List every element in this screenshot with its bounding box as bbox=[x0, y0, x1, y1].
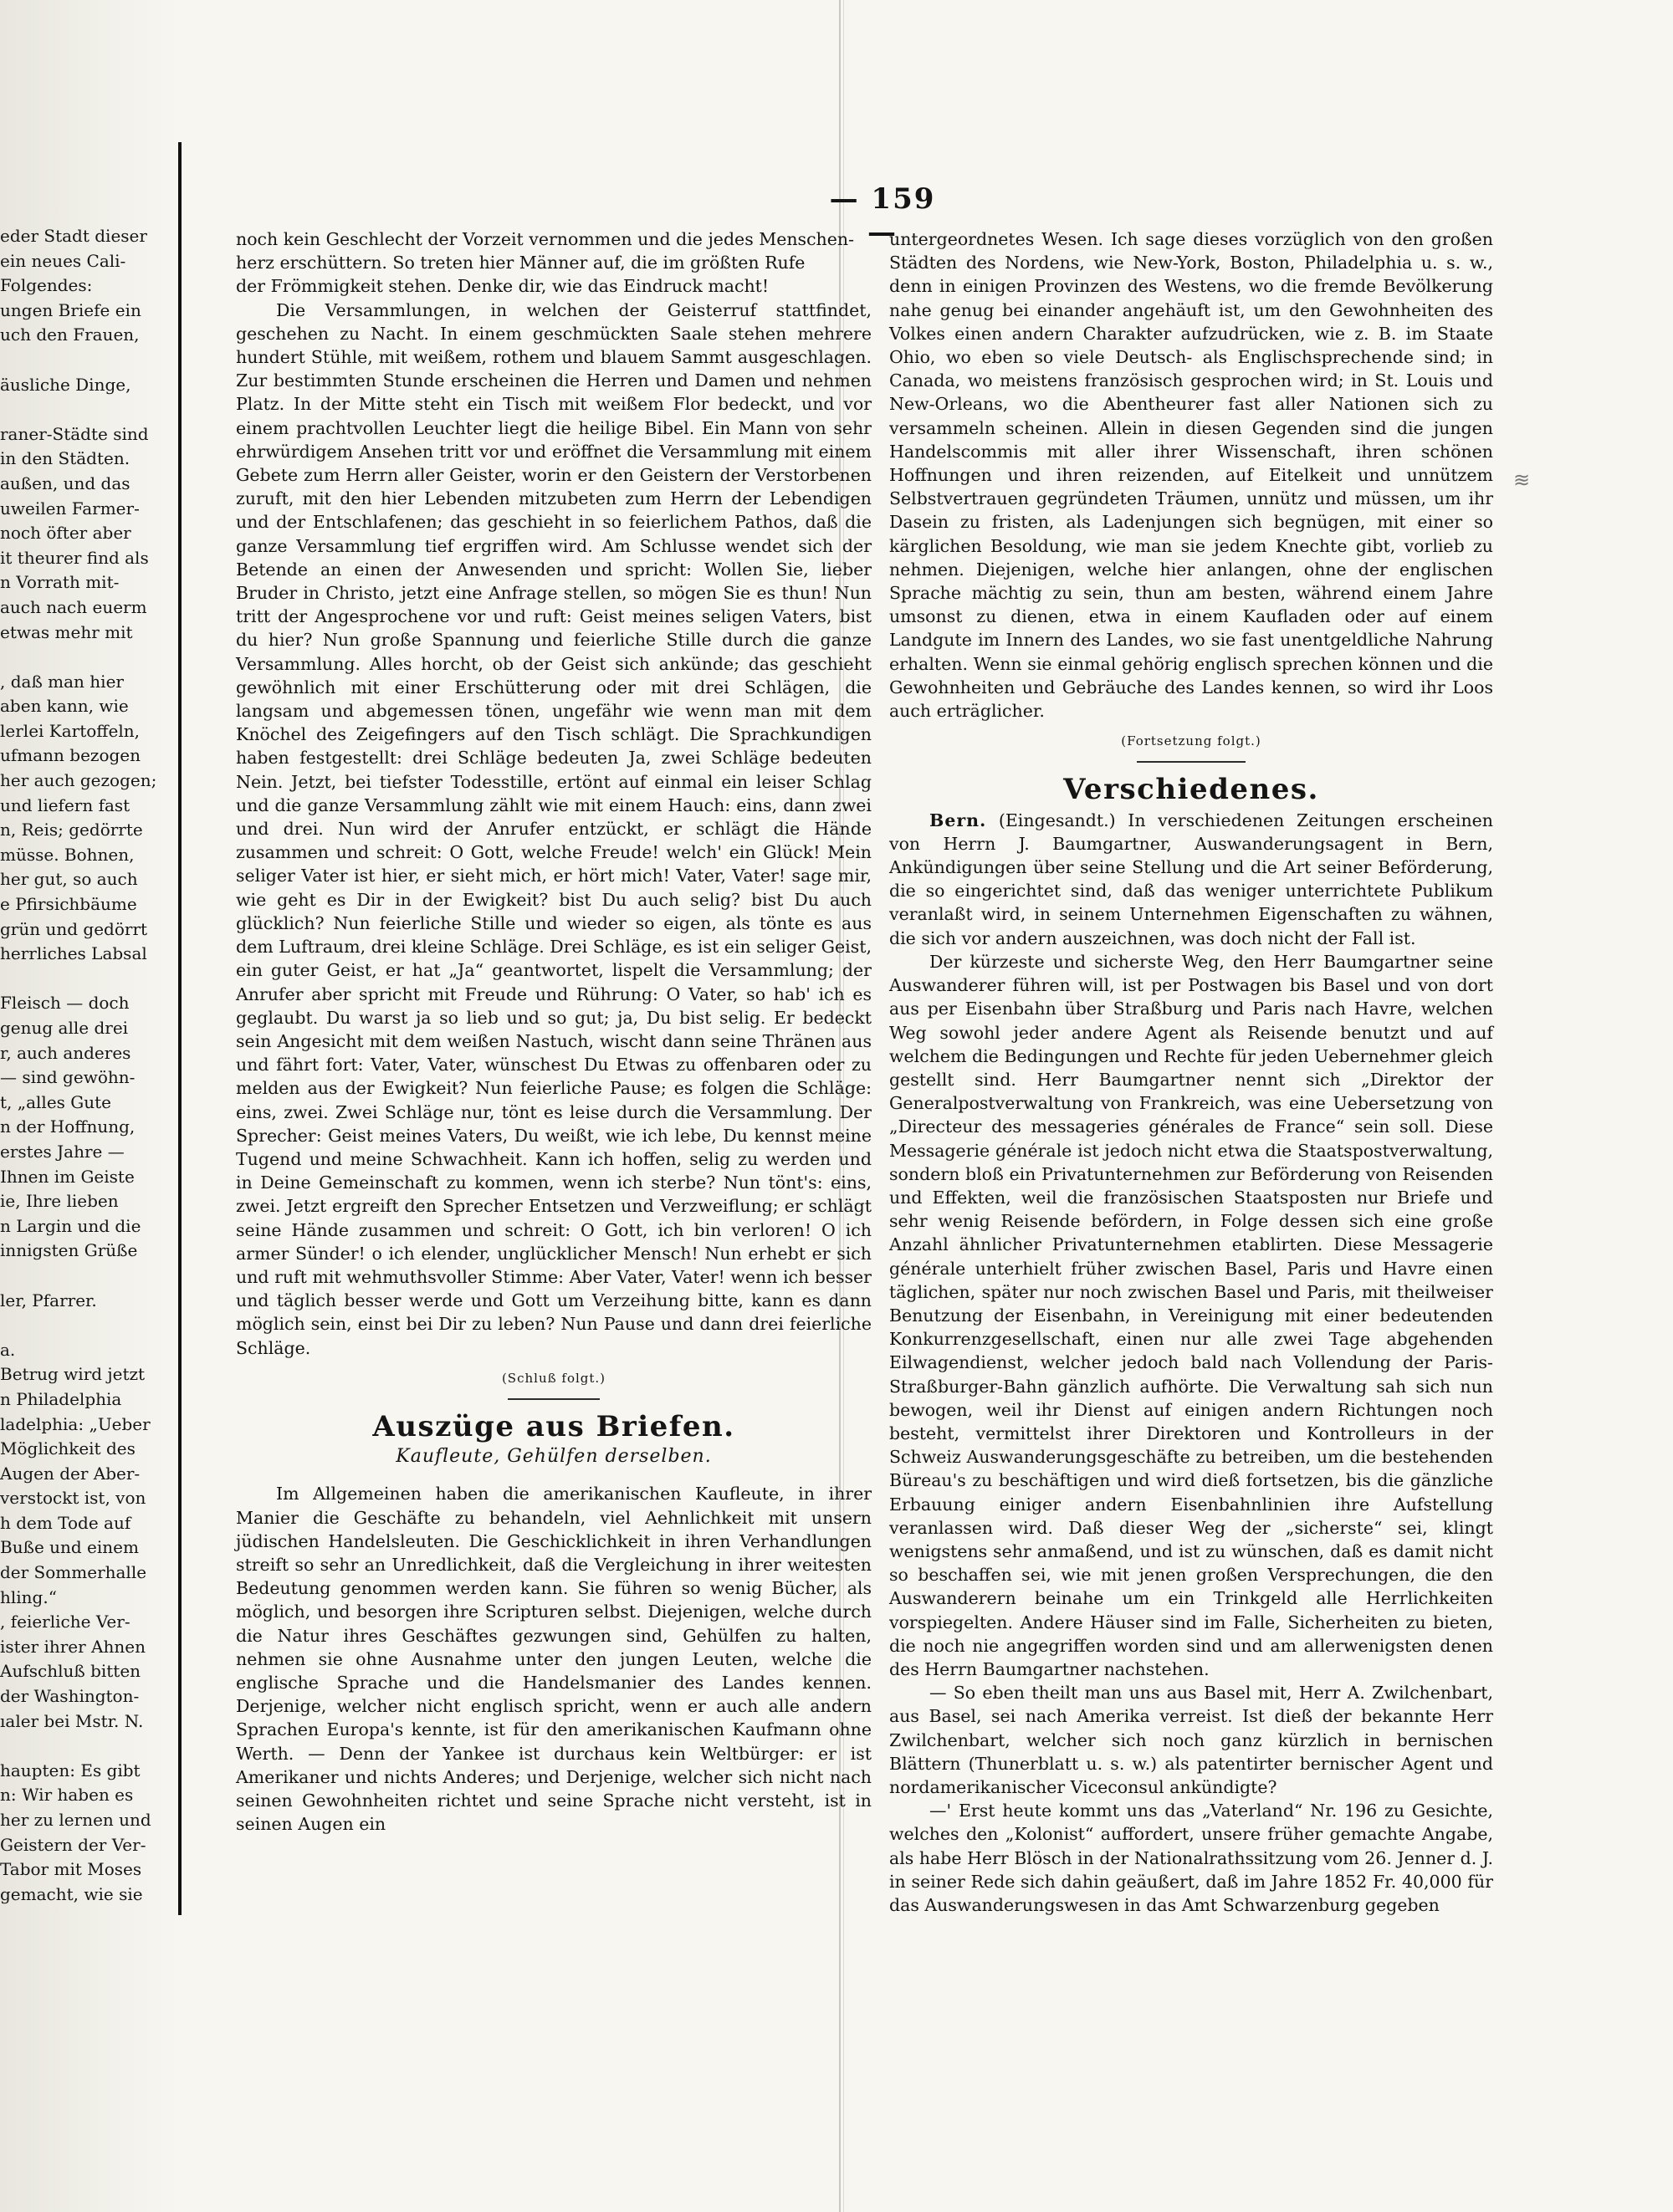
left-fragment-line: her auch gezogen; bbox=[0, 770, 157, 791]
left-fragment-line: , daß man hier bbox=[0, 671, 124, 692]
right-paragraph-zwilchenbart: — So eben theilt man uns aus Basel mit, Herr A. Zwilchenbart, aus Basel, sei nach Amerika verreist. Ist dieß der bekannte Herr Zwilchenbart, welcher sich noch ganz kürzlich in bernischen Blättern (Thunerblatt u. s. w.) als patentirter bernischer Agent und nordamerikanischer Viceconsul ankündigte? bbox=[889, 1683, 1493, 1797]
left-fragment-line: — sind gewöhn- bbox=[0, 1067, 136, 1088]
left-fragment-line: Buße und einem bbox=[0, 1537, 139, 1558]
left-fragment-line: innigsten Grüße bbox=[0, 1240, 138, 1261]
continued-note-fortsetzung: (Fortsetzung folgt.) bbox=[1121, 733, 1261, 749]
left-fragment-line: ungen Briefe ein bbox=[0, 299, 141, 320]
left-fragment-line bbox=[0, 1313, 167, 1338]
left-fragment-line: herrliches Labsal bbox=[0, 943, 147, 964]
left-fragment-line: grün und gedörrt bbox=[0, 918, 148, 939]
left-fragment-line: haupten: Es gibt bbox=[0, 1760, 141, 1780]
left-fragment-line: her gut, so auch bbox=[0, 869, 138, 890]
left-fragment-line: Aufschluß bitten bbox=[0, 1661, 141, 1682]
left-fragment-line: hling.“ bbox=[0, 1586, 57, 1607]
left-fragment-line: eder Stadt dieser bbox=[0, 226, 147, 246]
left-fragment-line: Folgendes: bbox=[0, 275, 93, 296]
left-fragment-line: n der Hoffnung, bbox=[0, 1116, 136, 1137]
left-fragment-line: ie, Ihre lieben bbox=[0, 1191, 119, 1212]
left-fragment-line bbox=[0, 645, 167, 670]
middle-paragraph-merchants: Im Allgemeinen haben die amerikanischen Kaufleute, in ihrer Manier die Geschäfte zu behandeln, viel Aehnlichkeit mit unsern jüdischen Handelsleuten. Die Geschicklichkeit in ihren Verhandlungen streift so sehr an Unredlichkeit, daß die Vergleichung in ihrer weitesten Bedeutung genommen werden kann. Sie führen so wenig Bücher, als möglich, und besorgen ihre Scripturen selbst. Diejenigen, welche durch die Natur ihres Geschäftes gezwungen sind, Gehülfen zu halten, nehmen sie ohne Ausnahme unter den jungen Leuten, welche die englische Sprache und die Handelsmanier des Landes kennen. Derjenige, welcher nicht englisch spricht, wenn er auch alle andern Sprachen Europa's kennte, ist für den amerikanischen Kaufmann ohne Werth. — Denn der Yankee ist durchaus kein Weltbürger: er ist Amerikaner und nichts Anderes; und Derjenige, welcher sich nicht nach seinen Gewohnheiten richtet und seine Sprache nicht versteht, ist in seinen Augen ein bbox=[236, 1484, 872, 1835]
left-fragment-line: auch nach euerm bbox=[0, 596, 147, 617]
left-fragment-column bbox=[0, 224, 167, 1907]
left-fragment-line: noch öfter aber bbox=[0, 523, 131, 544]
left-fragment-line: verstockt ist, von bbox=[0, 1488, 146, 1509]
left-fragment-line: e Pfirsichbäume bbox=[0, 894, 137, 915]
left-fragment-line: der Washington- bbox=[0, 1686, 140, 1707]
left-fragment-line: Ihnen im Geiste bbox=[0, 1166, 135, 1187]
left-fragment-line: n Philadelphia bbox=[0, 1388, 122, 1409]
left-fragment-line: it theurer find als bbox=[0, 547, 149, 568]
left-fragment-line: genug alle drei bbox=[0, 1018, 129, 1038]
page-fold-line bbox=[178, 142, 182, 1915]
left-fragment-line: r, auch anderes bbox=[0, 1042, 131, 1063]
left-fragment-line: , feierliche Ver- bbox=[0, 1612, 130, 1632]
left-fragment-line: uweilen Farmer- bbox=[0, 498, 140, 519]
left-fragment-line: ister ihrer Ahnen bbox=[0, 1636, 146, 1657]
left-fragment-line: n, Reis; gedörrte bbox=[0, 820, 143, 840]
right-paragraph-continued: untergeordnetes Wesen. Ich sage dieses vorzüglich von den großen Städten des Nordens, wie New-York, Boston, Philadelphia u. s. w., denn in einigen Provinzen des Westens, wo die fremde Bevölkerung nahe genug bei einander angehäuft ist, um den Gewohnheiten des Volkes einen andern Charakter aufzudrücken, wie z. B. im Staate Ohio, wo eben so viele Deutsch- als Englischsprechende sind; in Canada, wo meistens französisch gesprochen wird; in St. Louis und New-Orleans, wo die Abentheurer fast aller Nationen sich zu versammeln scheinen. Allein in diesen Gegenden sind die jungen Handelscommis mit aller ihrer Wissenschaft, ihren schönen Hoffnungen und ihren reizenden, auf Eitelkeit und unnützem Selbstvertrauen gegründeten Träumen, unnütz und müssen, um ihr Dasein zu fristen, als Ladenjungen sich begnügen, mit einer so kärglichen Besoldung, wie man sie jedem Knechte gibt, vorlieb zu nehmen. Diejenigen, welche hier anlangen, ohne der englischen Sprache mächtig zu sein, thun am besten, während einem Jahre umsonst zu dienen, etwa in einem Kaufladen oder auf einem Landgute im Innern des Landes, wo sie fast unentgeldliche Nahrung erhalten. Wenn sie einmal gehörig englisch sprechen können und die Gewohnheiten und Gebräuche des Landes kennen, so wird ihr Loos auch erträglicher. bbox=[889, 229, 1493, 722]
left-fragment-line: raner-Städte sind bbox=[0, 423, 149, 444]
left-fragment-line: in den Städten. bbox=[0, 448, 130, 469]
left-fragment-line: und liefern fast bbox=[0, 794, 130, 815]
section-divider bbox=[508, 1398, 600, 1400]
section-title-auszuege: Auszüge aus Briefen. bbox=[372, 1409, 735, 1443]
left-fragment-line: ein neues Cali- bbox=[0, 250, 126, 271]
section-divider-right bbox=[1137, 761, 1246, 763]
left-fragment-line: h dem Tode auf bbox=[0, 1512, 131, 1533]
left-fragment-line: äusliche Dinge, bbox=[0, 374, 131, 395]
left-fragment-line: ler, Pfarrer. bbox=[0, 1290, 97, 1310]
left-fragment-line bbox=[0, 1734, 167, 1759]
left-fragment-line bbox=[0, 1264, 167, 1289]
section-subtitle-kaufleute: Kaufleute, Gehülfen derselben. bbox=[396, 1446, 712, 1468]
left-fragment-line: gemacht, wie sie bbox=[0, 1883, 143, 1904]
left-fragment-line: n Largin und die bbox=[0, 1215, 141, 1236]
middle-column bbox=[236, 227, 872, 1836]
left-fragment-line: uch den Frauen, bbox=[0, 324, 140, 345]
left-fragment-line: Fleisch — doch bbox=[0, 993, 130, 1014]
left-fragment-line: aben kann, wie bbox=[0, 696, 129, 717]
section-title-verschiedenes: Verschiedenes. bbox=[1063, 773, 1319, 807]
left-fragment-line: her zu lernen und bbox=[0, 1810, 151, 1830]
left-fragment-line: der Sommerhalle bbox=[0, 1562, 147, 1583]
left-fragment-line: müsse. Bohnen, bbox=[0, 844, 135, 865]
left-fragment-line bbox=[0, 397, 167, 422]
left-fragment-line bbox=[0, 348, 167, 373]
left-fragment-line: Tabor mit Moses bbox=[0, 1859, 142, 1880]
page-number: — 159 — bbox=[829, 182, 936, 249]
left-fragment-line: Geistern der Ver- bbox=[0, 1834, 146, 1855]
right-paragraph-baumgartner: Der kürzeste und sicherste Weg, den Herr Baumgartner seine Auswanderer führen will, ist per Postwagen bis Basel und von dort aus per Eisenbahn über Straßburg und Paris nach Havre, welchen Weg sowohl jeder andere Agent als Reisende benutzt und auf welchem die Bedingungen und Rechte für jeden Uebernehmer gleich gestellt sind. Herr Baumgartner nennt sich „Direktor der Generalpostverwaltung von Frankreich, was eine Uebersetzung von „Directeur des messageries générales de France“ sein soll. Diese Messagerie générale ist jedoch nicht etwa die Staatspostverwaltung, sondern bloß ein Privatunternehmen zur Beförderung von Reisenden und Effekten, weil die französischen Staatsposten nur Briefe und sehr wenig Reisende befördern, in Folge dessen sich eine große Anzahl ähnlicher Privatunternehmen etablirten. Diese Messagerie générale unterhielt früher zwischen Basel, Paris und Havre einen täglichen, später nur noch zwischen Basel und Paris, mit theilweiser Benutzung der Eisenbahn, in Vereinigung mit einer bedeutenden Konkurrenzgesellschaft, einen nur alle zwei Tage abgehenden Eilwagendienst, welcher jedoch bald nach Vollendung der Paris-Straßburger-Bahn gänzlich aufhörte. Die Verwaltung sah sich nun bewogen, weil ihr Dienst auf einigen andern Richtungen noch besteht, vermittelst ihrer Direktoren und Kontrolleurs in der Schweiz Auswanderungsgeschäfte zu betreiben, um die bestehenden Büreau's zu beschäftigen und wird dieß fortsetzen, bis die gänzliche Erbauung einiger andern Eisenbahnlinien ihre Aufstellung veranlassen wird. Daß dieser Weg der „sicherste“ sei, klingt wenigstens sehr anmaßend, und ist zu wünschen, daß es damit nicht so beschaffen sei, wie mit jenen großen Versprechungen, die den Auswanderern beinahe um ein Trinkgeld alle Herrlichkeiten vorspiegelten. Andere Häuser sind im Falle, Sicherheiten zu bieten, die noch nie angegriffen worden sind und am allerwenigsten denen des Herrn Baumgartner nachstehen. bbox=[889, 951, 1493, 1679]
bern-paragraph bbox=[889, 809, 1493, 950]
left-fragment-line: t, „alles Gute bbox=[0, 1091, 112, 1112]
left-fragment-line: a. bbox=[0, 1339, 16, 1360]
left-fragment-line: ıaler bei Mstr. N. bbox=[0, 1710, 144, 1731]
bern-text: (Eingesandt.) In verschiedenen Zeitungen erscheinen von Herrn J. Baumgartner, Auswanderungsagent in Bern, Ankündigungen über seine Stellung und die Art seiner Beförderung, die so eingerichtet sind, daß das weniger unterrichtete Publikum veranlaßt wird, in seinem Unternehmen Eigenschaften zu wähnen, die sich vor andern auszeichnen, was doch nicht der Fall ist. bbox=[889, 810, 1493, 948]
left-fragment-line: etwas mehr mit bbox=[0, 621, 133, 642]
left-fragment-line: n Vorrath mit- bbox=[0, 572, 120, 593]
bern-place-label: Bern. bbox=[929, 810, 987, 830]
left-fragment-line bbox=[0, 967, 167, 992]
left-fragment-line: lerlei Kartoffeln, bbox=[0, 720, 140, 741]
left-fragment-line: ladelphia: „Ueber bbox=[0, 1413, 151, 1434]
right-column bbox=[889, 227, 1493, 1917]
left-fragment-line: erstes Jahre — bbox=[0, 1141, 125, 1162]
left-fragment-line: n: Wir haben es bbox=[0, 1785, 134, 1806]
middle-intro-line-1: noch kein Geschlecht der Vorzeit vernommen und die jedes Menschen- bbox=[236, 229, 855, 249]
continued-note-schluss: (Schluß folgt.) bbox=[501, 1370, 606, 1386]
middle-intro-line-2: herz erschüttern. So treten hier Männer auf, die im größten Rufe bbox=[236, 253, 806, 273]
left-fragment-line: außen, und das bbox=[0, 473, 130, 493]
left-fragment-line: ufmann bezogen bbox=[0, 745, 141, 766]
left-fragment-line: Augen der Aber- bbox=[0, 1463, 141, 1484]
middle-intro-line-3: der Frömmigkeit stehen. Denke dir, wie das Eindruck macht! bbox=[236, 276, 770, 297]
right-paragraph-vaterland: —' Erst heute kommt uns das „Vaterland“ Nr. 196 zu Gesichte, welches den „Kolonist“ auffordert, unsere früher gemachte Angabe, als habe Herr Blösch in der Nationalrathssitzung vom 26. Jenner d. J. in seiner Rede sich dahin geäußert, daß im Jahre 1852 Fr. 40,000 für das Auswanderungswesen in das Amt Schwarzenburg gegeben bbox=[889, 1801, 1493, 1916]
left-fragment-line: Möglichkeit des bbox=[0, 1438, 136, 1459]
left-fragment-line: Betrug wird jetzt bbox=[0, 1364, 146, 1385]
middle-paragraph-seance: Die Versammlungen, in welchen der Geisterruf stattfindet, geschehen zu Nacht. In einem geschmückten Saale stehen mehrere hundert Stühle, mit weißem, rothem und blauem Sammt ausgeschlagen. Zur bestimmten Stunde erscheinen die Herren und Damen und nehmen Platz. In der Mitte steht ein Tisch mit weißem Flor bedeckt, und vor einem prachtvollen Leuchter liegt die heilige Bibel. Ein Mann von sehr ehrwürdigem Ansehen tritt vor und eröffnet die Versammlung mit einem Gebete zum Herrn aller Geister, worin er den Geistern der Verstorbenen zuruft, mit den hier Lebenden mitzubeten zum Herrn der Lebendigen und der Entschlafenen; das geschieht in so feierlichem Pathos, daß die ganze Versammlung tief ergriffen wird. Am Schlusse wendet sich der Betende an einen der Anwesenden und spricht: Wollen Sie, lieber Bruder in Christo, jetzt eine Anfrage stellen, so mögen Sie es thun! Nun tritt der Angesprochene vor und ruft: Geist meines seligen Vaters, bist du hier? Nun große Spannung und feierliche Stille durch die ganze Versammlung. Alles horcht, ob der Geist sich ankünde; das geschieht gewöhnlich mit einer Erschütterung oder mit drei Schlägen, die langsam und abgemessen tönen, ungefähr wie wenn man mit dem Knöchel des Zeigefingers auf den Tisch schlägt. Die Sprachkundigen haben festgestellt: drei Schläge bedeuten Ja, zwei Schläge bedeuten Nein. Jetzt, bei tiefster Todesstille, ertönt auf einmal ein leiser Schlag und die ganze Versammlung zählt wie mit einem Hauch: eins, dann zwei und drei. Nun wird der Anrufer entzückt, er schlägt die Hände zusammen und schreit: O Gott, welche Freude! welch' ein Glück! Mein seliger Vater ist hier, er sieht mich, er hört mich! Vater, Vater! sage mir, wie geht es Dir in der Ewigkeit? bist Du auch selig? bist Du auch glücklich? Nun feierliche Stille und wieder so eigen, als tönte es aus dem Luftraum, drei kleine Schläge. Drei Schläge, es ist ein seliger Geist, ein guter Geist, er hat „Ja“ geantwortet, lispelt die Versammlung; der Anrufer aber spricht mit Freude und Rührung: O Vater, so hab' ich es geglaubt. Du warst ja so lieb und so gut; ja, Du bist selig. Er bedeckt sein Angesicht mit dem weißen Nastuch, wischt dann seine Thränen aus und fährt fort: Vater, Vater, wünschest Du Etwas zu offenbaren oder zu melden aus der Ewigkeit? Nun feierliche Pause; es folgen die Schläge: eins, zwei. Zwei Schläge nur, tönt es leise durch die Versammlung. Der Sprecher: Geist meines Vaters, Du weißt, wie ich lebe, Du kennst meine Tugend und meine Schwachheit. Kann ich hoffen, selig zu werden und in Deine Gemeinschaft zu kommen, wenn ich sterbe? Nun tönt's: eins, zwei. Jetzt ergreift den Sprecher Entsetzen und Verzweiflung; er schlägt seine Hände zusammen und schreit: O Gott, ich bin verloren! O ich armer Sünder! o ich elender, unglücklicher Mensch! Nun erhebt er sich und ruft mit wehmuthsvoller Stimme: Aber Vater, Vater! wenn ich besser und täglich besser werde und Gott um Verzeihung bitte, kann es dann möglich sein, einst bei Dir zu leben? Nun Pause und dann drei feierliche Schläge. bbox=[236, 299, 872, 1358]
margin-mark: ≋ bbox=[1512, 468, 1531, 492]
